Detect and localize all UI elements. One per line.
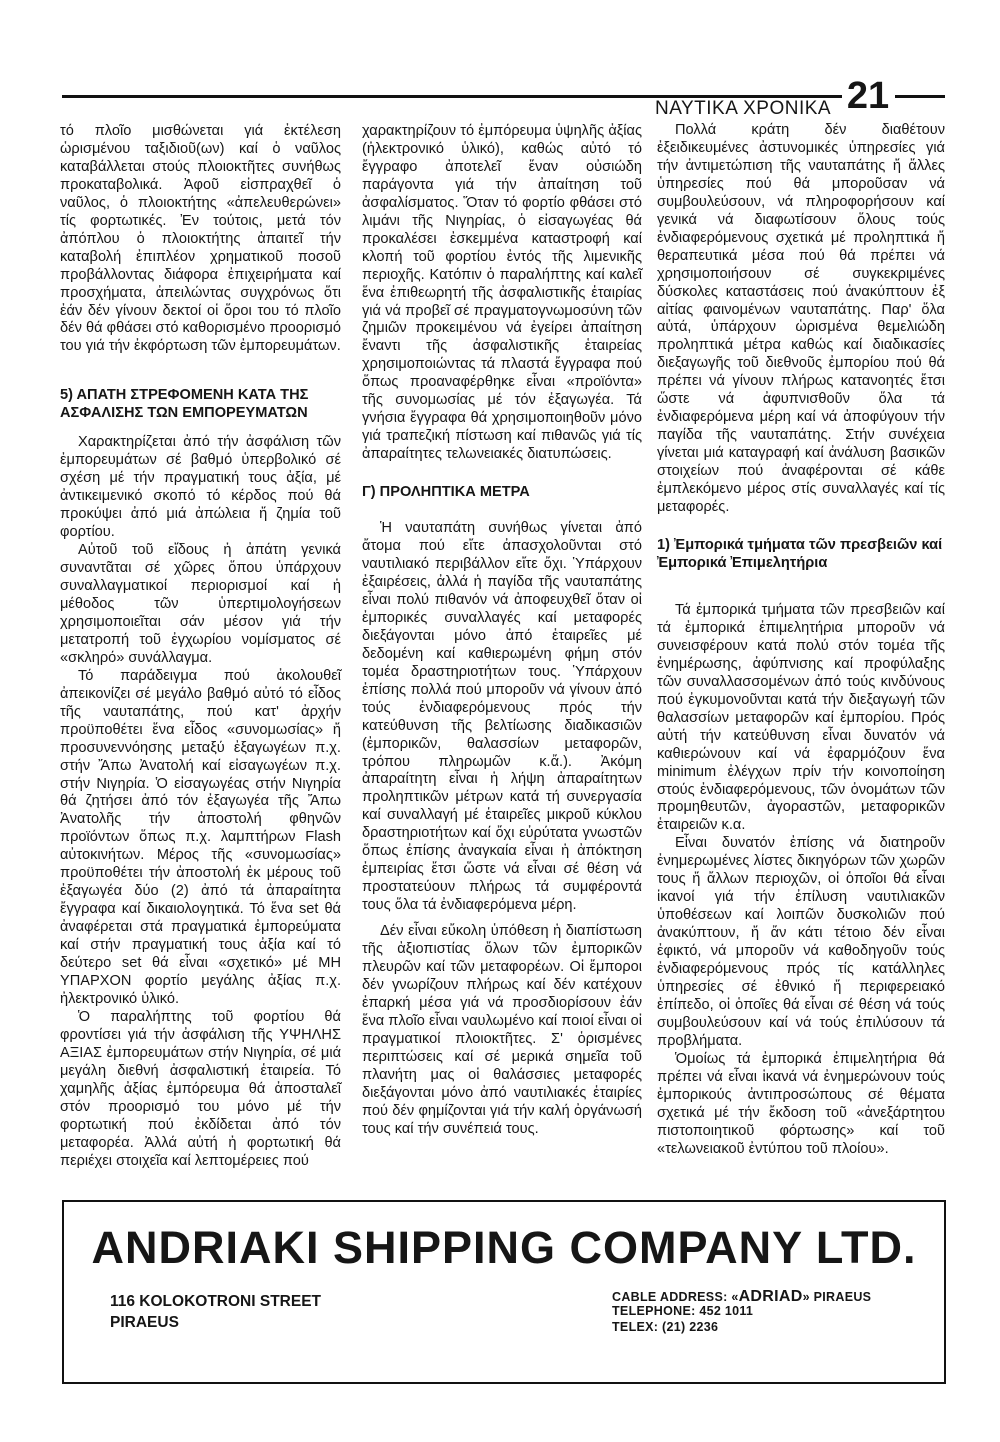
col1-paragraph-4: Τό παράδειγμα πού ἀκολουθεῖ ἀπεικονίζει σέ μεγάλο βαθμό αὐτό τό εἶδος τῆς ναυταπάτης, πού κατ' ἀρχήν προϋποθέτει ἕνα εἶδος «συνομωσίας» ἤ προσυνεννόησης μεταξύ ἐξαγωγέων π.χ. στήν Ἄπω Ἀνατολή καί εἰσαγωγέων π.χ. στήν Νιγηρία. Ὁ εἰσαγωγέας στήν Νιγηρία θά ζητήσει ἀπό τόν ἐξαγωγέα τῆς Ἄπω Ἀνατολῆς τήν ἀποστολή φθηνῶν προϊόντων ὅπως π.χ. λαμπτήρων Flash αὐτοκινήτων. Μέρος τῆς «συνομωσίας» προϋποθέτει τήν ἀποστολή ἐκ μέρους τοῦ ἐξαγωγέα δύο (2) ἀπό τά ἀπαραίτητα ἔγγραφα καί δικαιολογητικά. Τό ἕνα set θά ἀναφέρεται στά πραγματικά ἐμπορεύματα καί στήν πραγματική τους ἀξία καί τό δεύτερο set θά εἶναι «σχετικό» μέ ΜΗ ΥΠΑΡΧΟΝ φορτίο μεγάλης ἀξίας π.χ. ἠλεκτρονικό ὑλικό. (60, 667, 341, 1007)
page-number: 21 (846, 75, 890, 117)
col1-heading: 5) ΑΠΑΤΗ ΣΤΡΕΦΟΜΕΝΗ ΚΑΤΑ ΤΗΣ ΑΣΦΑΛΙΣΗΣ ΤΩΝ ΕΜΠΟΡΕΥΜΑΤΩΝ (60, 387, 309, 422)
ad-cable-prefix: CABLE ADDRESS: « (612, 1290, 739, 1304)
ad-cable-suffix: » PIRAEUS (802, 1290, 872, 1304)
column-2 (362, 123, 642, 1139)
column-1 (60, 123, 341, 1170)
ad-street: 116 KOLOKOTRONI STREET (110, 1293, 322, 1310)
ad-company-name: ANDRIAKI SHIPPING COMPANY LTD. (91, 1222, 917, 1273)
col1-paragraph-5: Ὁ παραλήπτης τοῦ φορτίου θά φροντίσει γιά τήν ἀσφάλιση τῆς ΥΨΗΛΗΣ ΑΞΙΑΣ ἐμπορευμάτων στήν Νιγηρία, σέ μιά μεγάλη διεθνή ἀσφαλιστική ἑταιρεία. Τό χαμηλῆς ἀξίας ἐμπόρευμα θά ἀποσταλεῖ στόν προορισμό του μόνο μέ τήν φορτωτική πού ἐκδίδεται ἀπό τόν μεταφορέα. Ἀλλά αὐτή ἡ φορτωτική θά περιέχει στοιχεῖα καί λεπτομέρειες πού (60, 1008, 341, 1169)
ad-telex: TELEX: (21) 2236 (612, 1320, 719, 1334)
col1-paragraph-2: Χαρακτηρίζεται ἀπό τήν ἀσφάλιση τῶν ἐμπορευμάτων σέ βαθμό ὑπερβολικό σέ σχέση μέ τήν πραγματική τους ἀξία, μέ ἀντικειμενικό σκοπό τό κέρδος πού θά προκύψει ἀπό μιά ἀπώλεια ἤ ζημία τοῦ φορτίου. (60, 434, 341, 541)
ad-cable-name: ADRIAD (738, 1288, 803, 1305)
col2-paragraph-3: Δέν εἶναι εὔκολη ὑπόθεση ἡ διαπίστωση τῆς ἀξιοπιστίας ὅλων τῶν ἐμπορικῶν πλευρῶν καί τῶν μεταφορέων. Οἱ ἔμποροι δέν γνωρίζουν πλήρως καί δέν κατέχουν ἐπαρκή μέσα γιά νά προσδιορίσουν ἐάν ἕνα πλοῖο εἶναι ναυλωμένο καί ποιοί εἶναι οἱ πραγματικοί πλοιοκτῆτες. Σ' ὁρισμένες περιπτώσεις καί σέ μερικά σημεῖα τοῦ πλανήτη μας οἱ θαλάσσιες μεταφορές διεξάγονται μόνο ἀπό ναυτιλιακές ἑταιρίες πού δέν φημίζονται γιά τήν καλή ὀργάνωσή τους καί τήν συνέπειά τους. (362, 923, 642, 1137)
col2-heading: Γ) ΠΡΟΛΗΠΤΙΚΑ ΜΕΤΡΑ (362, 484, 530, 501)
column-3 (657, 122, 945, 1159)
header-rule-right (895, 95, 945, 98)
col3-paragraph-4: Ὁμοίως τά ἐμπορικά ἐπιμελητήρια θά πρέπει νά εἶναι ἱκανά νά ἐνημερώνουν τούς ἐμπορικούς ἀντιπροσώπους σέ θέματα σχετικά μέ τήν ἔκδοση τοῦ «ἀνεξάρτητου πιστοποιητικοῦ φόρτωσης» καί τοῦ «τελωνειακοῦ ἐντύπου τοῦ πλοίου». (657, 1050, 945, 1157)
col2-paragraph-2: Ἡ ναυταπάτη συνήθως γίνεται ἀπό ἄτομα πού εἴτε ἀπασχολοῦνται στό ναυτιλιακό περιβάλλον εἴτε ὄχι. Ὑπάρχουν ἐξαιρέσεις, ἀλλά ἡ παγίδα τῆς ναυταπάτης εἶναι πολύ πιθανόν νά ἀποφευχθεῖ ὅταν οἱ ἐμπορικές συναλλαγές καί μεταφορές διεξάγονται μόνο ἀπό ἑταιρεῖες μέ δεδομένη καί καθιερωμένη φήμη στόν τομέα δραστηριοτήτων τους. Ὑπάρχουν ἐπίσης πολλά πού μποροῦν νά γίνουν ἀπό τούς ἐνδιαφερόμενους πρός τήν κατεύθυνση τῆς βελτίωσης διαδικασιῶν (ἐμπορικῶν, θαλασσίων μεταφορῶν, τρόπου πληρωμῶν κ.ἄ.). Ἀκόμη ἀπαραίτητη εἶναι ἡ λήψη ἀπαραίτητων προληπτικῶν μέτρων κατά τή συνεργασία καί συναλλαγή μέ ἑταιρεῖες μικροῦ κύκλου δραστηριοτήτων καί ὄχι εὐρύτατα γνωστῶν ὅπως ἐπίσης ἀναγκαία εἶναι ἡ ἀπόκτηση ἐμπειρίας ἔτσι ὥστε νά εἶναι σέ θέση νά προστατεύουν πλήρως τά συμφέροντά τους ὅλα τά ἐνδιαφερόμενα μέρη. (362, 520, 642, 914)
col3-heading: 1) Ἐμπορικά τμήματα τῶν πρεσβειῶν καί Ἐμπορικά Ἐπιμελητήρια (657, 536, 943, 571)
col3-paragraph-2: Τά ἐμπορικά τμήματα τῶν πρεσβειῶν καί τά ἐμπορικά ἐπιμελητήρια μποροῦν νά συνεισφέρουν κατά πολύ στόν τομέα τῆς ἐνημέρωσης, ἀφύπνισης καί προφύλαξης τῶν συναλλασσομένων ἀπό τούς κινδύνους πού ἐγκυμονοῦνται κατά τήν διεξαγωγή τῶν θαλασσίων μεταφορῶν καί ἐμπορίου. Πρός αὐτή τήν κατεύθυνση εἶναι δυνατόν νά καθιερώνουν καί νά ἐφαρμόζουν ἕνα minimum ἐλέγχων πρίν τήν κοινοποίηση στούς ἐνδιαφερόμενους, τῶν ὀνομάτων τῶν προμηθευτῶν, ἀγοραστῶν, μεταφορικῶν ἑταιρειῶν κ.α. (657, 601, 945, 834)
ad-city: PIRAEUS (110, 1314, 179, 1331)
col3-paragraph-1: Πολλά κράτη δέν διαθέτουν ἐξειδικευμένες ἀστυνομικές ὑπηρεσίες γιά τήν ἀντιμετώπιση τῆς ναυταπάτης ἤ ἄλλες ὑπηρεσίες πού θά μποροῦσαν νά συμβουλεύσουν, νά πληροφορήσουν καί γενικά νά διαφωτίσουν ὅλους τούς ἐνδιαφερόμενους σχετικά μέ προληπτικά ἤ θεραπευτικά μέσα πού θά πρέπει νά χρησιμοποιήσουν σέ συγκεκριμένες δύσκολες καταστάσεις πού ἀνακύπτουν ἐξ αἰτίας φαινομένων ναυταπάτης. Παρ' ὅλα αὐτά, ὑπάρχουν ὡρισμένα θεμελιώδη προληπτικά μέτρα καθώς καί διαδικασίες διεξαγωγῆς τοῦ διεθνοῦς ἐμπορίου πού θά πρέπει νά γίνουν πλήρως κατανοητές ἔτσι ὥστε νά ἀφυπνισθοῦν ὅλα τά ἐνδιαφερόμενα μέρη καί νά ἀποφύγουν τήν παγίδα τῆς ναυταπάτης. Στήν συνέχεια γίνεται μιά καταγραφή καί ἀνάλυση βασικῶν στοιχείων πού ἀναφέρονται σέ κάθε ἐμπλεκόμενο μέρος στίς συναλλαγές καί τίς μεταφορές. (657, 122, 945, 516)
col2-paragraph-1: χαρακτηρίζουν τό ἐμπόρευμα ὑψηλῆς ἀξίας (ἠλεκτρονικό ὑλικό), καθώς αὐτό τό ἔγγραφο ἀποτελεῖ ἕναν οὐσιώδη παράγοντα γιά τήν ἀπαίτηση τοῦ ἀσφαλίσματος. Ὅταν τό φορτίο φθάσει στό λιμάνι τῆς Νιγηρίας, ὁ εἰσαγωγέας θά προκαλέσει ἐσκεμμένα καταστροφή καί κλοπή τοῦ φορτίου ἐντός τῆς λιμενικῆς περιοχῆς. Κατόπιν ὁ παραλήπτης καί καλεῖ ἕνα ἐπιθεωρητή τῆς ἀσφαλιστικῆς ἑταιρίας γιά νά προβεῖ σέ πραγματογνωμοσύνη τῶν ζημιῶν προκειμένου νά ἐγείρει ἀπαίτηση ἔναντι τῆς ἀσφαλιστικῆς ἑταιρείας χρησιμοποιώντας τά πλαστά ἔγγραφα πού ὅπως προαναφέρθηκε εἶναι «προϊόντα» τῆς συνομωσίας μέ τόν ἐξαγωγέα. Τά γνήσια ἔγγραφα θά χρησιμοποιηθοῦν μόνο γιά τραπεζική πίστωση καί πιθανῶς γιά τίς ἀπαραίτητες τελωνειακές διατυπώσεις. (362, 123, 642, 463)
col1-paragraph-1: τό πλοῖο μισθώνεται γιά ἐκτέλεση ὡρισμένου ταξιδιοῦ(ων) καί ὁ ναῦλος καταβάλλεται στούς πλοιοκτῆτες συνήθως προκαταβολικά. Ἀφοῦ εἰσπραχθεῖ ὁ ναῦλος, ὁ πλοιοκτήτης «ἀπελευθερώνει» τίς φορτωτικές. Ἐν τούτοις, μετά τόν ἀπόπλου ὁ πλοιοκτήτης ἀπαιτεῖ τήν καταβολή ἐπιπλέον χρηματικοῦ ποσοῦ προβάλλοντας διάφορα ἐπιχειρήματα καί προσχήματα, ἀπειλώντας συγχρόνως ὅτι ἐάν δέν γίνουν δεκτοί οἱ ὅροι του τό πλοῖο δέν θά φθάσει στό καθορισμένο προορισμό του γιά τήν ἐκφόρτωση τῶν ἐμπορευμάτων. (60, 123, 341, 355)
magazine-title: ΝΑΥΤΙΚΑ ΧΡΟΝΙΚΑ (655, 98, 832, 119)
ad-telephone: TELEPHONE: 452 1011 (612, 1304, 754, 1318)
advertisement-box (62, 1200, 946, 1384)
col3-paragraph-3: Εἶναι δυνατόν ἐπίσης νά διατηροῦν ἐνημερωμένες λίστες δικηγόρων τῶν χωρῶν τους ἤ ἄλλων περιοχῶν, οἱ ὁποῖοι θά εἶναι ἱκανοί γιά τήν ἐπίλυση ναυτιλιακῶν ὑποθέσεων καί λοιπῶν δυσκολιῶν πού ἀνακύπτουν, ἤ ἄν κάτι τέτοιο δέν εἶναι ἐφικτό, νά μποροῦν νά καθοδηγοῦν τούς ἐνδιαφερόμενους πρός τίς κατάλληλες ὑπηρεσίες σέ ἐθνικό ἤ περιφερειακό ἐπίπεδο, οἱ ὁποῖες θά εἶναι σέ θέση νά τούς συμβουλεύσουν καί νά τούς ἐπιλύσουν τά προβλήματα. (657, 835, 945, 1049)
col1-paragraph-3: Αὐτοῦ τοῦ εἴδους ἡ ἀπάτη γενικά συναντᾶται σέ χῶρες ὅπου ὑπάρχουν συναλλαγματικοί περιορισμοί καί ἡ μέθοδος τῶν ὑπερτιμολογήσεων χρησιμοποιεῖται σάν μέσον γιά τήν μετατροπή τοῦ ἐγχωρίου νομίσματος σέ «σκληρό» συνάλλαγμα. (60, 542, 341, 666)
